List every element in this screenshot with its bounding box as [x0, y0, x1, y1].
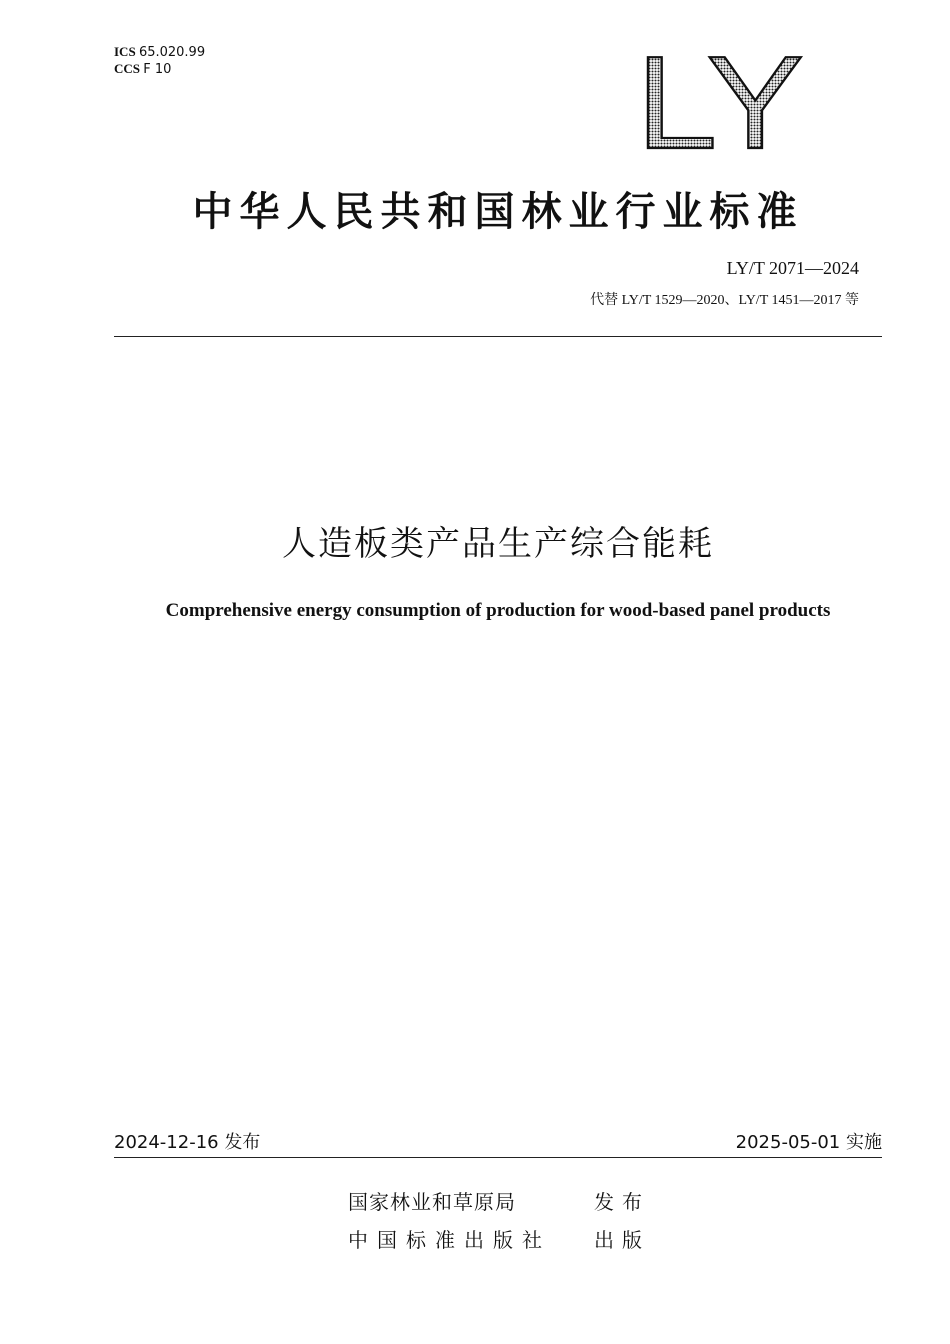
ccs-code: F 10	[143, 62, 172, 77]
classification-codes	[114, 44, 205, 78]
printer-action: 出版	[594, 1228, 650, 1252]
publisher-org: 国家林业和草原局	[348, 1190, 516, 1214]
standard-replaces: 代替 LY/T 1529—2020、LY/T 1451—2017 等	[590, 293, 859, 308]
implementation-date: 2025-05-01 实施	[735, 1132, 882, 1153]
ly-logo	[636, 52, 806, 152]
issue-date: 2024-12-16 发布	[114, 1132, 261, 1153]
ccs-line	[114, 61, 205, 78]
ics-code: 65.020.99	[138, 45, 206, 60]
ics-label: ICS	[114, 44, 136, 59]
printer-org: 中国标准出版社	[348, 1228, 551, 1252]
document-title-en: Comprehensive energy consumption of production for wood-based panel products	[165, 600, 831, 621]
logo-lettering: LY	[636, 52, 804, 152]
publisher-action: 发布	[594, 1190, 650, 1214]
top-divider	[114, 336, 882, 337]
document-title-zh: 人造板类产品生产综合能耗	[282, 524, 714, 564]
ics-line	[114, 44, 205, 61]
ccs-label: CCS	[114, 61, 141, 76]
org-title: 中华人民共和国林业行业标准	[192, 189, 804, 235]
standard-number: LY/T 2071—2024	[726, 258, 859, 278]
bottom-divider	[114, 1157, 882, 1158]
